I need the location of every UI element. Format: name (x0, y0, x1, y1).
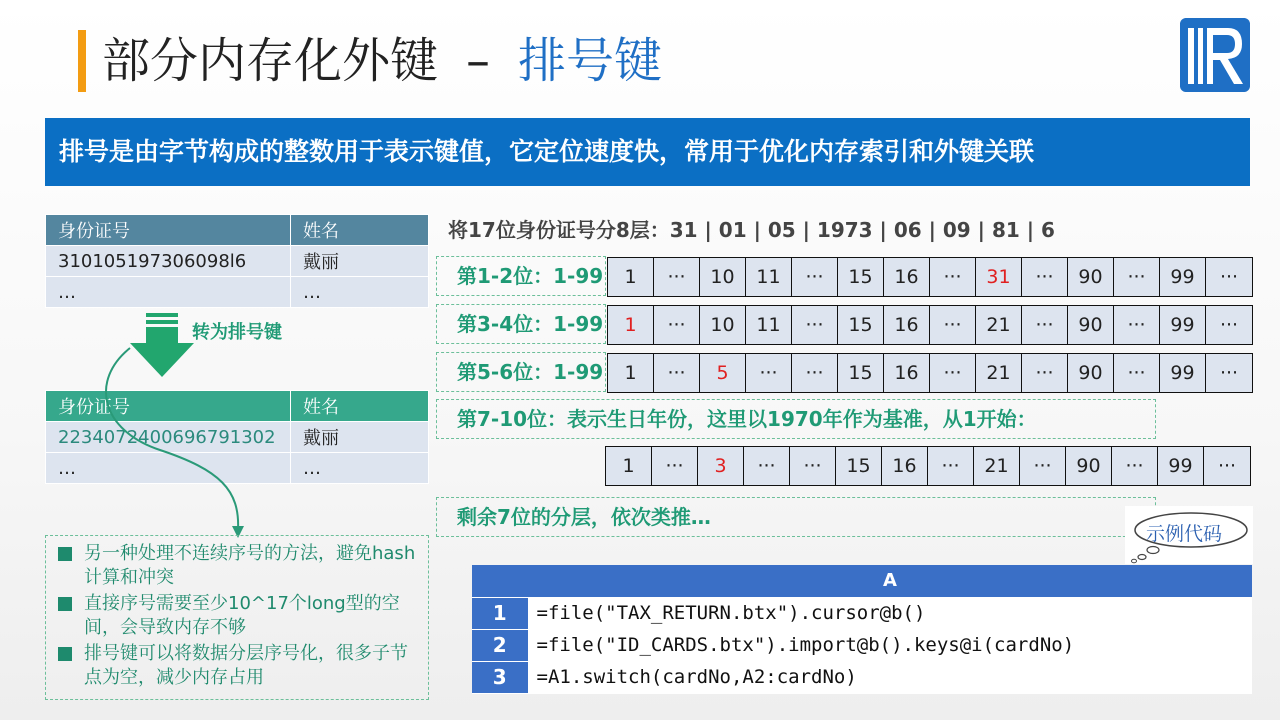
notes-box (45, 535, 429, 700)
index-cell: ··· (744, 447, 790, 485)
index-cell: 21 (976, 354, 1022, 392)
index-cell: ··· (792, 354, 838, 392)
index-cell: ··· (654, 354, 700, 392)
level-row-3 (607, 353, 1253, 393)
cell-name: 戴丽 (291, 422, 429, 453)
index-cell: 1 (608, 258, 654, 296)
level-label-2: 第3-4位：1-99 (436, 304, 606, 344)
index-cell: 90 (1066, 447, 1112, 485)
code-row (472, 661, 1252, 693)
remainder-note: 剩余7位的分层，依次类推… (436, 497, 1156, 537)
index-cell: 99 (1160, 306, 1206, 344)
index-cell: 90 (1068, 306, 1114, 344)
index-cell: 1 (608, 354, 654, 392)
index-cell: ··· (930, 306, 976, 344)
index-cell: 15 (836, 447, 882, 485)
index-cell: 15 (838, 306, 884, 344)
index-cell: ··· (1206, 354, 1252, 392)
title-subtitle: 排号键 (518, 33, 663, 89)
level-row-1 (607, 257, 1253, 297)
index-cell: 90 (1068, 354, 1114, 392)
brand-logo-icon (1180, 18, 1250, 92)
index-cell: ··· (1114, 354, 1160, 392)
header-id: 身份证号 (46, 391, 291, 422)
index-cell: 3 (698, 447, 744, 485)
index-cell: 99 (1160, 354, 1206, 392)
cell-id: 2234072400696791302 (46, 422, 291, 453)
index-cell: ··· (654, 258, 700, 296)
cell-id: … (46, 453, 291, 484)
header-name: 姓名 (291, 391, 429, 422)
cell-name: … (291, 453, 429, 484)
index-cell: 5 (700, 354, 746, 392)
table-header-row (46, 215, 429, 246)
index-cell: 11 (746, 306, 792, 344)
bullet-icon (58, 547, 72, 561)
header-name: 姓名 (291, 215, 429, 246)
cell-name: 戴丽 (291, 246, 429, 277)
index-cell: 90 (1068, 258, 1114, 296)
index-cell: ··· (654, 306, 700, 344)
code-row (472, 629, 1252, 661)
index-cell: ··· (652, 447, 698, 485)
header-id: 身份证号 (46, 215, 291, 246)
index-cell: ··· (746, 354, 792, 392)
list-item (58, 592, 418, 640)
index-cell: 21 (976, 306, 1022, 344)
year-row (605, 446, 1251, 486)
index-cell: 1 (606, 447, 652, 485)
convert-label: 转为排号键 (192, 322, 282, 343)
index-cell: ··· (1022, 306, 1068, 344)
title-dash: – (466, 33, 491, 89)
code-row (472, 597, 1252, 629)
code-cell[interactable]: =file("TAX_RETURN.btx").cursor@b() (528, 597, 1252, 629)
index-cell: ··· (792, 306, 838, 344)
page-title (102, 28, 662, 94)
definition-banner: 排号是由字节构成的整数用于表示键值，它定位速度快，常用于优化内存索引和外键关联 (45, 118, 1250, 186)
code-cell[interactable]: =file("ID_CARDS.btx").import@b().keys@i(cardNo) (528, 629, 1252, 661)
index-cell: 10 (700, 258, 746, 296)
index-cell: 16 (884, 306, 930, 344)
index-cell: 15 (838, 258, 884, 296)
index-cell: 21 (974, 447, 1020, 485)
index-cell: ··· (1020, 447, 1066, 485)
cell-id: 310105197306098l6 (46, 246, 291, 277)
index-cell: ··· (930, 354, 976, 392)
example-code-label: 示例代码 (1146, 523, 1223, 545)
split-description: 将17位身份证号分8层：31 | 01 | 05 | 1973 | 06 | 09 | 81 | 6 (448, 218, 1055, 242)
note-text: 另一种处理不连续序号的方法，避免hash计算和冲突 (84, 543, 416, 588)
index-cell: ··· (792, 258, 838, 296)
index-cell: 16 (884, 354, 930, 392)
index-cell: 31 (976, 258, 1022, 296)
cell-id: … (46, 277, 291, 308)
table-row (46, 246, 429, 277)
list-item (58, 542, 418, 590)
index-cell: 15 (838, 354, 884, 392)
level-label-3: 第5-6位：1-99 (436, 352, 606, 392)
index-cell: ··· (930, 258, 976, 296)
title-accent-bar (78, 30, 86, 92)
bullet-icon (58, 647, 72, 661)
index-cell: 16 (882, 447, 928, 485)
curved-connector-arrow-icon (90, 340, 260, 540)
id-table-original (45, 214, 429, 308)
code-header-row (472, 565, 1252, 597)
index-cell: 99 (1160, 258, 1206, 296)
note-text: 排号键可以将数据分层序号化，很多子节点为空，减少内存占用 (84, 643, 408, 688)
index-cell: 99 (1158, 447, 1204, 485)
level-row-2 (607, 305, 1253, 345)
table-row (46, 277, 429, 308)
cell-name: … (291, 277, 429, 308)
code-table (472, 565, 1252, 694)
index-cell: ··· (1112, 447, 1158, 485)
index-cell: 1 (608, 306, 654, 344)
code-cell[interactable]: =A1.switch(cardNo,A2:cardNo) (528, 661, 1252, 693)
index-cell: ··· (928, 447, 974, 485)
year-note: 第7-10位：表示生日年份，这里以1970年作为基准，从1开始： (436, 399, 1156, 439)
title-main: 部分内存化外键 (102, 33, 439, 89)
row-number: 3 (472, 661, 528, 693)
index-cell: ··· (1114, 258, 1160, 296)
index-cell: 10 (700, 306, 746, 344)
row-number: 1 (472, 597, 528, 629)
index-cell: ··· (1206, 258, 1252, 296)
index-cell: ··· (1022, 258, 1068, 296)
row-number: 2 (472, 629, 528, 661)
note-text: 直接序号需要至少10^17个long型的空间，会导致内存不够 (84, 593, 400, 638)
index-cell: ··· (790, 447, 836, 485)
code-column-header: A (528, 565, 1252, 597)
index-cell: ··· (1022, 354, 1068, 392)
list-item (58, 642, 418, 690)
index-cell: 11 (746, 258, 792, 296)
level-label-1: 第1-2位：1-99 (436, 256, 606, 296)
index-cell: ··· (1206, 306, 1252, 344)
index-cell: ··· (1114, 306, 1160, 344)
index-cell: ··· (1204, 447, 1250, 485)
index-cell: 16 (884, 258, 930, 296)
bullet-icon (58, 597, 72, 611)
code-corner-cell (472, 565, 528, 597)
